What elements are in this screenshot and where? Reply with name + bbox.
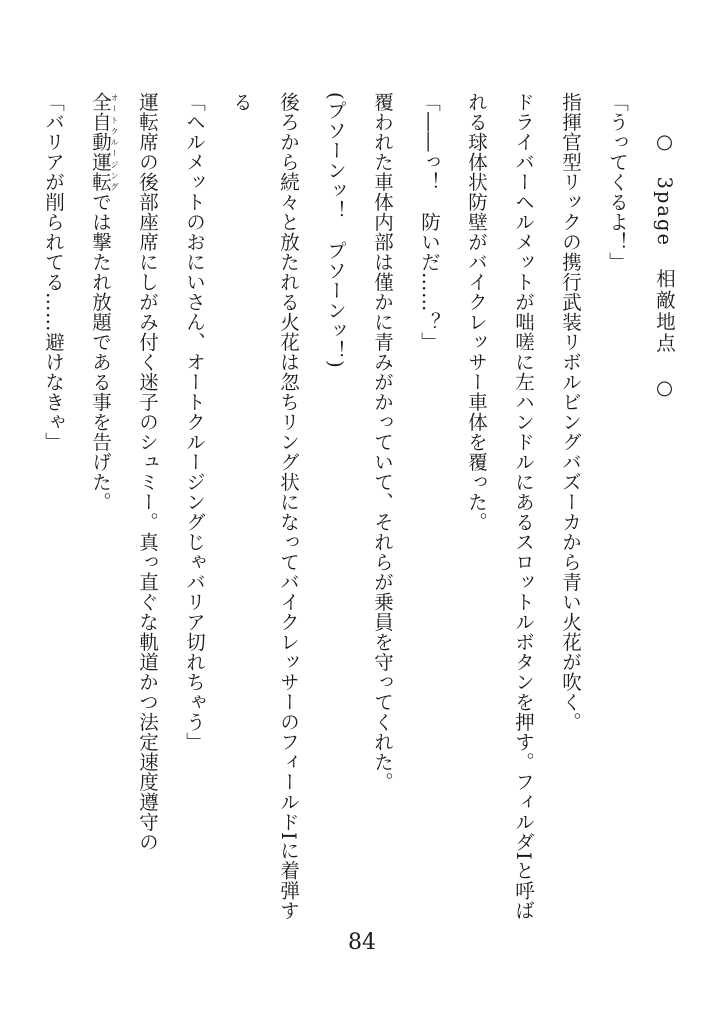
ruby-line-rest: では撃たれ放題である事を告げた。 bbox=[89, 192, 112, 512]
text-line: れる球体状防壁がバイクレッサー車体を覆った。 bbox=[465, 92, 488, 532]
text-line: ドライバーヘルメットが咄嗟に左ハンドルにあるスロットルボタンを押す。フィルダIと呼ば bbox=[512, 92, 535, 921]
text-line: 後ろから続々と放たれる火花は忽ちリング状になってバイクレッサーのフィールドIに着弾す bbox=[277, 92, 300, 921]
text-line: (プソーンッ！ プソーンッ！) bbox=[324, 92, 347, 369]
text-line: 「――っ！ 防いだ……？」 bbox=[418, 92, 441, 352]
ruby-text: オートクルージング bbox=[110, 92, 119, 192]
text-line: 指揮官型リックの携行武装リボルビングバズーカから青い火花が吹く。 bbox=[559, 92, 582, 732]
text-line: 「ヘルメットのおにいさん、オートクルージングじゃバリア切れちゃう」 bbox=[183, 92, 206, 752]
text-line: る bbox=[230, 92, 253, 112]
text-line: 運転席の後部座席にしがみ付く迷子のシュミー。真っ直ぐな軌道かつ法定速度遵守の bbox=[136, 92, 159, 852]
text-line: 覆われた車体内部は僅かに青みがかっていて、それらが乗員を守ってくれた。 bbox=[371, 92, 394, 792]
ruby-annotation bbox=[89, 92, 119, 192]
vertical-text-block bbox=[30, 92, 688, 952]
text-line: 「バリアが削られてる……避けなきゃ」 bbox=[42, 92, 65, 452]
text-line-with-ruby bbox=[77, 92, 124, 952]
chapter-heading: ○ 3page 相敵地点 ○ bbox=[653, 130, 676, 402]
page-number: 84 bbox=[348, 930, 376, 955]
ruby-base: 全自動運転 bbox=[89, 92, 112, 192]
text-line: 「うってくるよ！」 bbox=[606, 92, 629, 272]
